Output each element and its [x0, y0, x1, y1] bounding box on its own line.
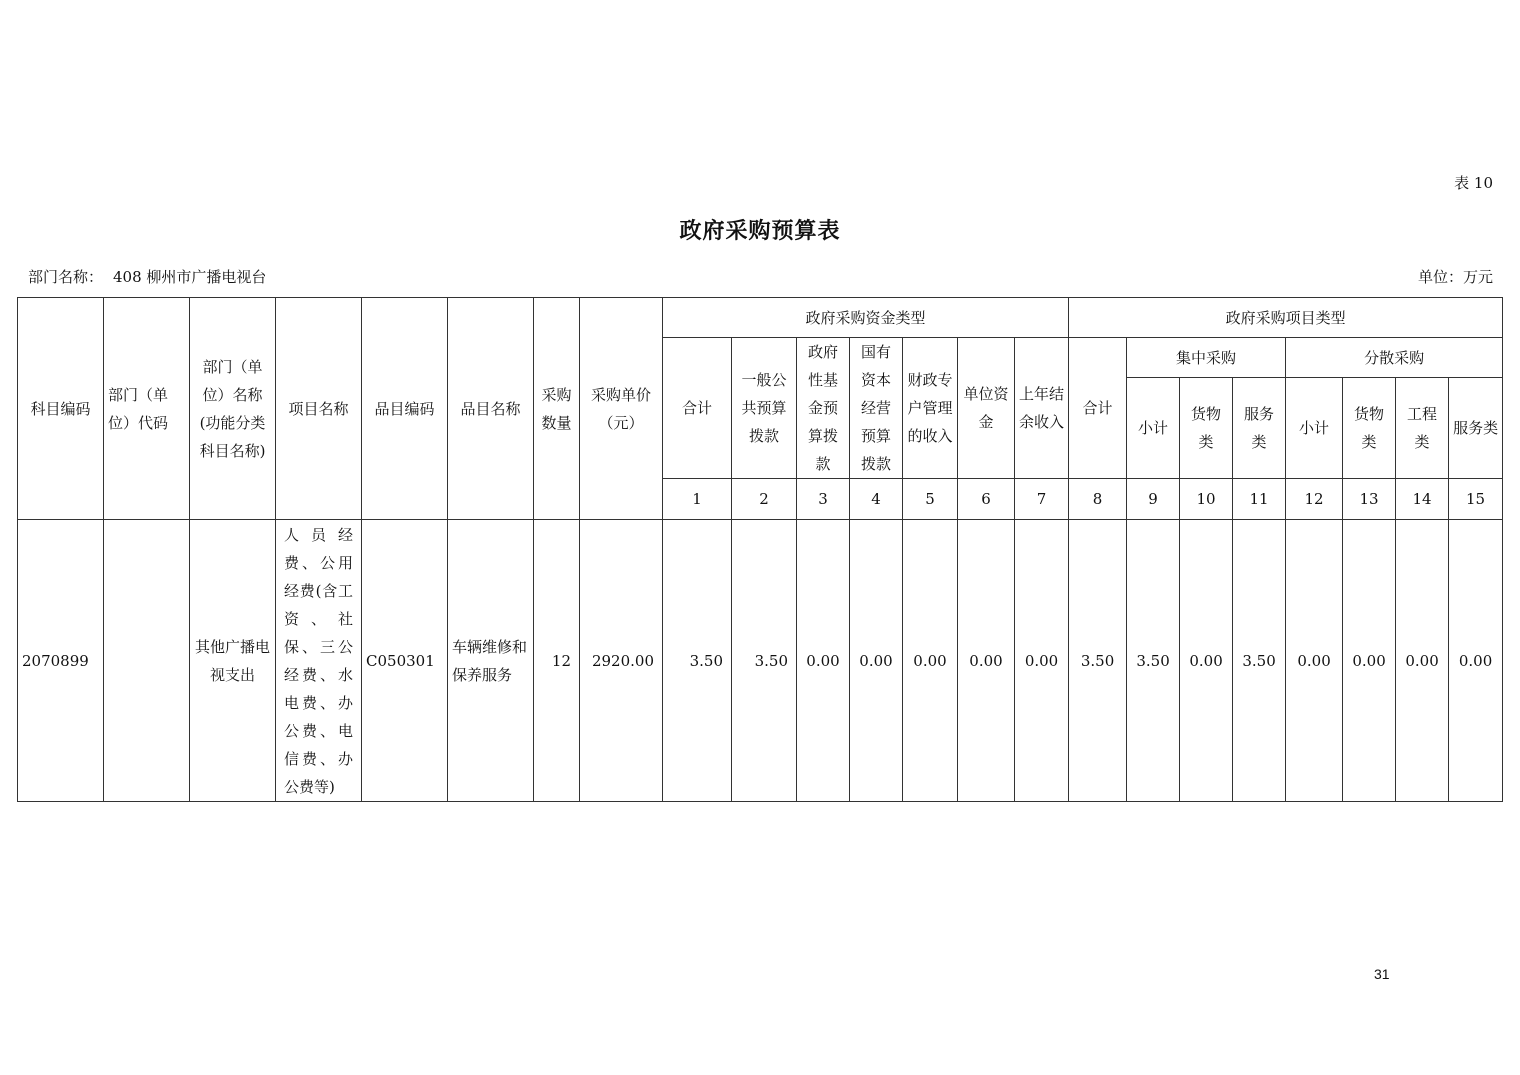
cell-dept-code — [104, 520, 190, 802]
cell-c-services: 3.50 — [1233, 520, 1286, 802]
department-line — [28, 266, 266, 287]
cell-state-capital: 0.00 — [850, 520, 903, 802]
cell-dept-name: 其他广播电视支出 — [190, 520, 276, 802]
header-project-name: 项目名称 — [276, 298, 362, 520]
header-subject-code: 科目编码 — [18, 298, 104, 520]
header-quantity: 采购数量 — [534, 298, 580, 520]
header-c-goods: 货物类 — [1180, 378, 1233, 479]
column-number: 6 — [958, 479, 1015, 520]
column-number: 3 — [797, 479, 850, 520]
cell-d-services: 0.00 — [1449, 520, 1503, 802]
column-number: 9 — [1127, 479, 1180, 520]
column-number: 12 — [1286, 479, 1343, 520]
header-c-services: 服务类 — [1233, 378, 1286, 479]
header-dept-code: 部门（单位）代码 — [104, 298, 190, 520]
header-decentralized: 分散采购 — [1286, 338, 1503, 378]
header-d-works: 工程类 — [1396, 378, 1449, 479]
header-d-services: 服务类 — [1449, 378, 1503, 479]
page-number: 31 — [1374, 966, 1390, 982]
header-state-capital: 国有资本经营预算拨款 — [850, 338, 903, 479]
cell-quantity: 12 — [534, 520, 580, 802]
cell-d-subtotal: 0.00 — [1286, 520, 1343, 802]
header-project-total: 合计 — [1069, 338, 1127, 479]
column-number: 7 — [1015, 479, 1069, 520]
cell-unit-funds: 0.00 — [958, 520, 1015, 802]
header-gov-fund: 政府性基金预算拨款 — [797, 338, 850, 479]
header-fund-type-group: 政府采购资金类型 — [663, 298, 1069, 338]
column-number: 2 — [732, 479, 797, 520]
column-number: 8 — [1069, 479, 1127, 520]
table-number-label: 表 10 — [1454, 174, 1493, 192]
header-c-subtotal: 小计 — [1127, 378, 1180, 479]
header-centralized: 集中采购 — [1127, 338, 1286, 378]
column-number: 10 — [1180, 479, 1233, 520]
cell-d-goods: 0.00 — [1343, 520, 1396, 802]
cell-project-name: 人员经费、公用经费(含工资、社保、三公经费、水电费、办公费、电信费、办公费等) — [276, 520, 362, 802]
header-d-subtotal: 小计 — [1286, 378, 1343, 479]
cell-project-total: 3.50 — [1069, 520, 1127, 802]
cell-unit-price: 2920.00 — [580, 520, 663, 802]
unit-label: 单位：万元 — [1417, 268, 1493, 286]
header-dept-name: 部门（单位）名称(功能分类科目名称) — [190, 298, 276, 520]
procurement-budget-table — [17, 297, 1503, 802]
column-number: 15 — [1449, 479, 1503, 520]
cell-prior-year: 0.00 — [1015, 520, 1069, 802]
cell-fund-total: 3.50 — [663, 520, 732, 802]
column-number: 14 — [1396, 479, 1449, 520]
column-number: 11 — [1233, 479, 1286, 520]
header-item-name: 品目名称 — [448, 298, 534, 520]
header-general-budget: 一般公共预算拨款 — [732, 338, 797, 479]
cell-d-works: 0.00 — [1396, 520, 1449, 802]
cell-item-name: 车辆维修和保养服务 — [448, 520, 534, 802]
header-d-goods: 货物类 — [1343, 378, 1396, 479]
department-name: 408 柳州市广播电视台 — [113, 268, 267, 286]
cell-gov-fund: 0.00 — [797, 520, 850, 802]
header-unit-price: 采购单价（元） — [580, 298, 663, 520]
column-number: 13 — [1343, 479, 1396, 520]
cell-subject-code: 2070899 — [18, 520, 104, 802]
column-number: 1 — [663, 479, 732, 520]
header-unit-funds: 单位资金 — [958, 338, 1015, 479]
column-number: 4 — [850, 479, 903, 520]
column-number: 5 — [903, 479, 958, 520]
table-row — [18, 520, 1503, 802]
header-prior-year: 上年结余收入 — [1015, 338, 1069, 479]
page-title: 政府采购预算表 — [679, 218, 841, 244]
cell-c-subtotal: 3.50 — [1127, 520, 1180, 802]
cell-c-goods: 0.00 — [1180, 520, 1233, 802]
cell-item-code: C050301 — [362, 520, 448, 802]
header-item-code: 品目编码 — [362, 298, 448, 520]
header-fund-total: 合计 — [663, 338, 732, 479]
cell-fiscal-special: 0.00 — [903, 520, 958, 802]
department-label: 部门名称： — [28, 268, 104, 286]
header-project-type-group: 政府采购项目类型 — [1069, 298, 1503, 338]
cell-general-budget: 3.50 — [732, 520, 797, 802]
header-fiscal-special: 财政专户管理的收入 — [903, 338, 958, 479]
